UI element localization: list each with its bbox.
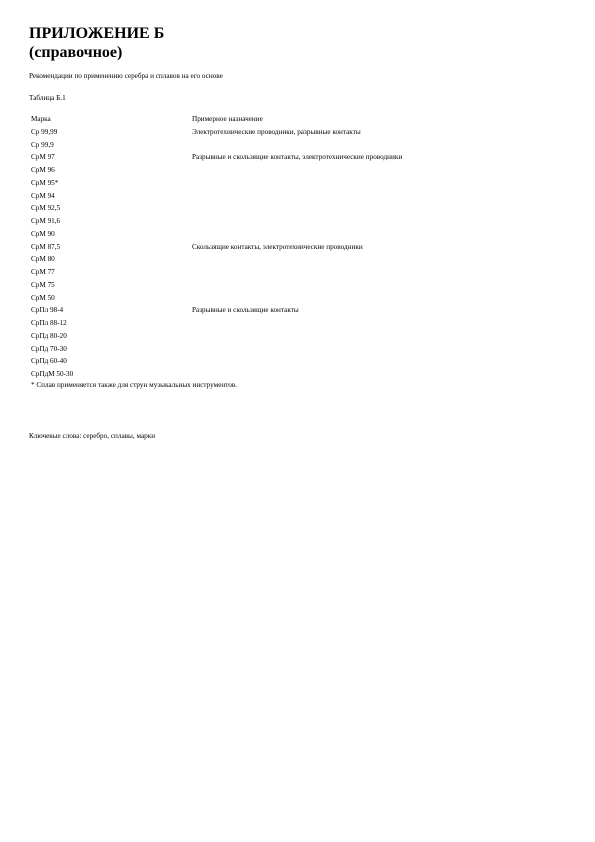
grade-cell: СрПл 98-4 bbox=[31, 306, 64, 315]
grade-cell: СрМ 91,6 bbox=[31, 217, 61, 225]
purpose-cell: Разрывные и скользящие контакты bbox=[192, 306, 299, 315]
column-header-purpose: Примерное назначение bbox=[192, 115, 263, 123]
table-row bbox=[29, 177, 569, 190]
table-row bbox=[29, 202, 569, 215]
table-row bbox=[29, 228, 569, 241]
grade-cell: СрМ 92,5 bbox=[31, 204, 61, 213]
grade-cell: СрМ 80 bbox=[31, 255, 55, 264]
purpose-cell: Разрывные и скользящие контакты, электротехнические проводники bbox=[192, 153, 403, 162]
table-row bbox=[29, 279, 569, 292]
grade-cell: СрМ 94 bbox=[31, 191, 55, 200]
table-row bbox=[29, 164, 569, 177]
grade-cell: СрПл 88-12 bbox=[31, 319, 67, 327]
grade-cell: СрПд 80-20 bbox=[31, 331, 67, 340]
table-row bbox=[29, 330, 569, 343]
grades-table bbox=[29, 113, 569, 381]
purpose-cell: Электротехнические проводники, разрывные контакты bbox=[192, 127, 361, 136]
table-row bbox=[29, 292, 569, 305]
table-footnote: * Сплав применяется также для струн музыкальных инструментов. bbox=[31, 381, 238, 389]
grade-cell: СрМ 50 bbox=[31, 293, 55, 302]
table-row bbox=[29, 126, 569, 139]
column-header-grade: Марка bbox=[31, 115, 51, 123]
table-row bbox=[29, 190, 569, 203]
table-row bbox=[29, 151, 569, 164]
table-row bbox=[29, 241, 569, 254]
grade-cell: Ср 99,9 bbox=[31, 140, 54, 149]
grade-cell: СрПдМ 50-30 bbox=[31, 370, 74, 378]
table-row bbox=[29, 343, 569, 356]
table-row bbox=[29, 368, 569, 381]
title-line-1: ПРИЛОЖЕНИЕ Б bbox=[29, 25, 165, 42]
grade-cell: Ср 99,99 bbox=[31, 127, 58, 136]
table-row bbox=[29, 317, 569, 330]
grade-cell: СрМ 96 bbox=[31, 166, 55, 174]
grade-cell: СрМ 97 bbox=[31, 153, 55, 162]
grade-cell: СрМ 95* bbox=[31, 178, 59, 187]
table-row bbox=[29, 215, 569, 228]
grade-cell: СрМ 87,5 bbox=[31, 242, 61, 251]
grade-cell: СрМ 90 bbox=[31, 229, 55, 238]
table-row bbox=[29, 355, 569, 368]
table-row bbox=[29, 266, 569, 279]
section-subtitle: Рекомендации по применению серебра и сплавов на его основе bbox=[29, 72, 223, 80]
grade-cell: СрМ 75 bbox=[31, 280, 55, 289]
table-row bbox=[29, 139, 569, 152]
purpose-cell: Скользящие контакты, электротехнические проводники bbox=[192, 242, 363, 251]
table-row bbox=[29, 304, 569, 317]
title-line-2: (справочное) bbox=[29, 44, 123, 61]
table-caption: Таблица Б.1 bbox=[29, 94, 66, 102]
table-row bbox=[29, 253, 569, 266]
keywords: Ключевые слова: серебро, сплавы, марки bbox=[29, 432, 156, 440]
grade-cell: СрПд 70-30 bbox=[31, 344, 67, 353]
table-header-row bbox=[29, 113, 569, 126]
grade-cell: СрПд 60-40 bbox=[31, 357, 67, 366]
page-title bbox=[29, 24, 164, 62]
grade-cell: СрМ 77 bbox=[31, 268, 55, 276]
